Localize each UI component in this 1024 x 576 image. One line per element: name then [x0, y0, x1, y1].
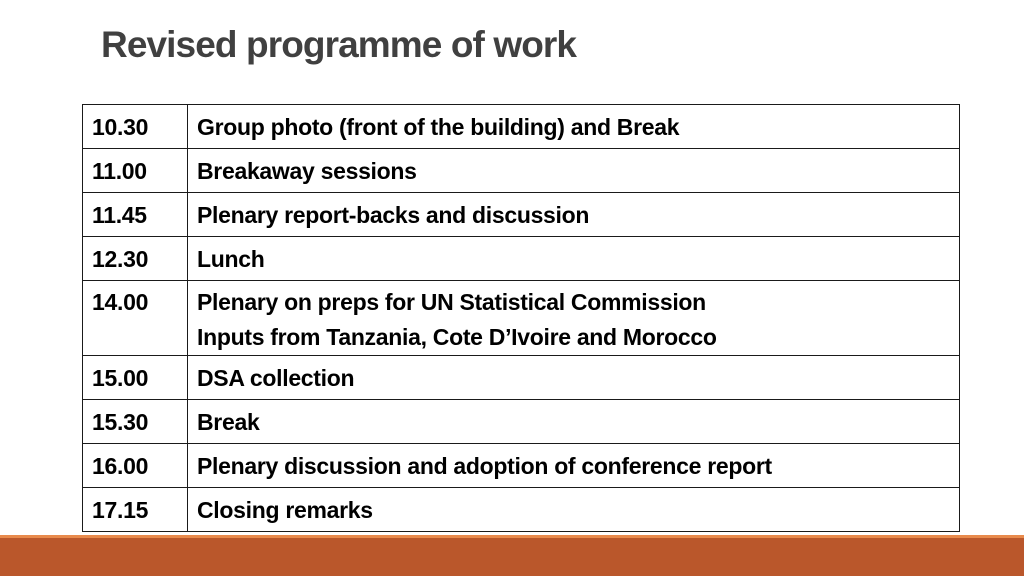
activity-text: Break [197, 409, 260, 435]
table-row [83, 149, 960, 193]
activity-cell [188, 281, 960, 356]
activity-text: Lunch [197, 246, 265, 272]
activity-cell [188, 237, 960, 281]
page-title: Revised programme of work [101, 24, 577, 65]
activity-text: Closing remarks [197, 497, 373, 523]
table-row [83, 488, 960, 532]
activity-cell [188, 444, 960, 488]
activity-text: Inputs from Tanzania, Cote D’Ivoire and Morocco [197, 324, 717, 350]
table-row [83, 105, 960, 149]
activity-text: Plenary discussion and adoption of conference report [197, 453, 772, 479]
activity-cell [188, 356, 960, 400]
time-cell: 15.30 [83, 400, 188, 444]
activity-text: Plenary report-backs and discussion [197, 202, 590, 228]
time-cell: 11.00 [83, 149, 188, 193]
table-row [83, 400, 960, 444]
table-row [83, 444, 960, 488]
activity-cell [188, 193, 960, 237]
time-cell: 12.30 [83, 237, 188, 281]
activity-text: DSA collection [197, 365, 355, 391]
activity-text: Plenary on preps for UN Statistical Commission [197, 289, 706, 315]
activity-cell [188, 488, 960, 532]
time-cell: 14.00 [83, 281, 188, 356]
time-cell: 11.45 [83, 193, 188, 237]
time-cell: 15.00 [83, 356, 188, 400]
schedule-table [82, 104, 960, 532]
table-row [83, 193, 960, 237]
activity-text: Breakaway sessions [197, 158, 417, 184]
footer-bar [0, 535, 1024, 576]
table-row [83, 356, 960, 400]
table-row [83, 281, 960, 356]
activity-cell [188, 149, 960, 193]
time-cell: 16.00 [83, 444, 188, 488]
time-cell: 10.30 [83, 105, 188, 149]
activity-cell [188, 400, 960, 444]
activity-cell [188, 105, 960, 149]
activity-text: Group photo (front of the building) and Break [197, 114, 680, 140]
table-row [83, 237, 960, 281]
time-cell: 17.15 [83, 488, 188, 532]
